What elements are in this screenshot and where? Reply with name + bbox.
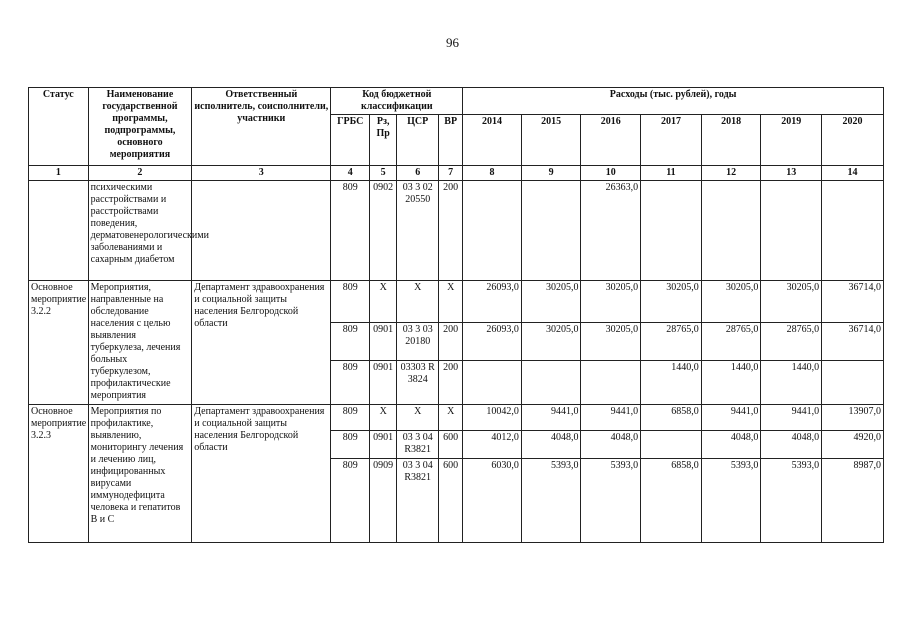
status-cell: Основное мероприятие 3.2.3	[29, 405, 89, 543]
header-expenses: Расходы (тыс. рублей), годы	[463, 88, 884, 115]
name-cell: Мероприятия, направленные на обследование населения с целью выявления туберкулеза, лечения больных туберкулезом, профилактические мероприятия	[88, 281, 192, 405]
value-cell: 4048,0	[701, 431, 761, 459]
value-cell	[641, 181, 702, 281]
value-cell: 13907,0	[822, 405, 884, 431]
csr-cell: 03 3 02 20550	[397, 181, 439, 281]
grbs-cell: 809	[331, 281, 370, 323]
column-index: 11	[641, 166, 702, 181]
value-cell: 36714,0	[822, 281, 884, 323]
grbs-cell: 809	[331, 323, 370, 361]
value-cell	[521, 361, 581, 405]
header-year: 2019	[761, 115, 822, 166]
value-cell	[822, 361, 884, 405]
header-year: 2017	[641, 115, 702, 166]
value-cell: 36714,0	[822, 323, 884, 361]
value-cell: 5393,0	[701, 459, 761, 543]
header-year: 2015	[521, 115, 581, 166]
grbs-cell: 809	[331, 431, 370, 459]
value-cell: 26093,0	[463, 323, 522, 361]
name-cell: психическими расстройствами и расстройствами поведения, дерматовенерологическими заболеваниями и сахарным диабетом	[88, 181, 192, 281]
rzpr-cell: 0901	[370, 361, 397, 405]
grbs-cell: 809	[331, 361, 370, 405]
vr-cell: 200	[439, 361, 463, 405]
vr-cell: Х	[439, 281, 463, 323]
value-cell	[641, 431, 702, 459]
column-index: 14	[822, 166, 884, 181]
table-row	[29, 181, 884, 281]
status-cell	[29, 181, 89, 281]
value-cell: 9441,0	[581, 405, 641, 431]
header-csr: ЦСР	[397, 115, 439, 166]
rzpr-cell: 0901	[370, 431, 397, 459]
value-cell: 4048,0	[521, 431, 581, 459]
csr-cell: Х	[397, 405, 439, 431]
header-year: 2014	[463, 115, 522, 166]
value-cell: 5393,0	[521, 459, 581, 543]
status-cell: Основное мероприятие 3.2.2	[29, 281, 89, 405]
value-cell	[822, 181, 884, 281]
value-cell	[581, 361, 641, 405]
value-cell: 9441,0	[521, 405, 581, 431]
rzpr-cell: 0901	[370, 323, 397, 361]
header-name: Наименование государственной программы, подпрограммы, основного мероприятия	[88, 88, 192, 166]
csr-cell: 03 3 03 20180	[397, 323, 439, 361]
value-cell: 10042,0	[463, 405, 522, 431]
value-cell: 6030,0	[463, 459, 522, 543]
value-cell	[761, 181, 822, 281]
rzpr-cell: Х	[370, 405, 397, 431]
value-cell	[521, 181, 581, 281]
vr-cell: 200	[439, 181, 463, 281]
value-cell: 9441,0	[761, 405, 822, 431]
value-cell: 28765,0	[701, 323, 761, 361]
value-cell: 30205,0	[641, 281, 702, 323]
header-vr: ВР	[439, 115, 463, 166]
value-cell: 30205,0	[581, 323, 641, 361]
column-index: 5	[370, 166, 397, 181]
value-cell: 30205,0	[521, 281, 581, 323]
header-status: Статус	[29, 88, 89, 166]
value-cell: 26093,0	[463, 281, 522, 323]
grbs-cell: 809	[331, 459, 370, 543]
vr-cell: 600	[439, 431, 463, 459]
value-cell: 30205,0	[761, 281, 822, 323]
vr-cell: 200	[439, 323, 463, 361]
column-index: 1	[29, 166, 89, 181]
csr-cell: 03 3 04 R3821	[397, 459, 439, 543]
value-cell: 30205,0	[701, 281, 761, 323]
grbs-cell: 809	[331, 181, 370, 281]
csr-cell: Х	[397, 281, 439, 323]
value-cell: 4048,0	[581, 431, 641, 459]
table-row	[29, 405, 884, 431]
column-index: 4	[331, 166, 370, 181]
name-cell: Мероприятия по профилактике, выявлению, мониторингу лечения и лечению лиц, инфицированных вирусами иммунодефицита человека и гепатитов В и С	[88, 405, 192, 543]
column-index: 6	[397, 166, 439, 181]
value-cell: 5393,0	[761, 459, 822, 543]
value-cell: 28765,0	[641, 323, 702, 361]
header-year: 2016	[581, 115, 641, 166]
csr-cell: 03 3 04 R3821	[397, 431, 439, 459]
header-executor: Ответственный исполнитель, соисполнители, участники	[192, 88, 331, 166]
value-cell: 4048,0	[761, 431, 822, 459]
column-index: 8	[463, 166, 522, 181]
value-cell: 26363,0	[581, 181, 641, 281]
csr-cell: 03303 R 3824	[397, 361, 439, 405]
value-cell: 4012,0	[463, 431, 522, 459]
executor-cell: Департамент здравоохранения и социальной защиты населения Белгородской области	[192, 281, 331, 405]
value-cell	[463, 181, 522, 281]
value-cell: 4920,0	[822, 431, 884, 459]
value-cell: 1440,0	[701, 361, 761, 405]
executor-cell	[192, 181, 331, 281]
value-cell: 9441,0	[701, 405, 761, 431]
value-cell: 6858,0	[641, 459, 702, 543]
value-cell: 8987,0	[822, 459, 884, 543]
header-rzpr: Рз, Пр	[370, 115, 397, 166]
value-cell	[463, 361, 522, 405]
column-index: 13	[761, 166, 822, 181]
rzpr-cell: 0909	[370, 459, 397, 543]
value-cell: 30205,0	[521, 323, 581, 361]
value-cell: 5393,0	[581, 459, 641, 543]
rzpr-cell: 0902	[370, 181, 397, 281]
column-index: 7	[439, 166, 463, 181]
value-cell	[701, 181, 761, 281]
header-grbs: ГРБС	[331, 115, 370, 166]
value-cell: 1440,0	[761, 361, 822, 405]
value-cell: 30205,0	[581, 281, 641, 323]
value-cell: 1440,0	[641, 361, 702, 405]
grbs-cell: 809	[331, 405, 370, 431]
page-number: 96	[446, 35, 459, 50]
header-budget-code: Код бюджетной классификации	[331, 88, 463, 115]
column-index: 9	[521, 166, 581, 181]
budget-table	[28, 87, 884, 543]
value-cell: 28765,0	[761, 323, 822, 361]
column-index: 12	[701, 166, 761, 181]
vr-cell: Х	[439, 405, 463, 431]
header-year: 2020	[822, 115, 884, 166]
value-cell: 6858,0	[641, 405, 702, 431]
executor-cell: Департамент здравоохранения и социальной защиты населения Белгородской области	[192, 405, 331, 543]
column-index: 3	[192, 166, 331, 181]
rzpr-cell: Х	[370, 281, 397, 323]
column-index: 2	[88, 166, 192, 181]
vr-cell: 600	[439, 459, 463, 543]
header-year: 2018	[701, 115, 761, 166]
column-index: 10	[581, 166, 641, 181]
table-row	[29, 281, 884, 323]
